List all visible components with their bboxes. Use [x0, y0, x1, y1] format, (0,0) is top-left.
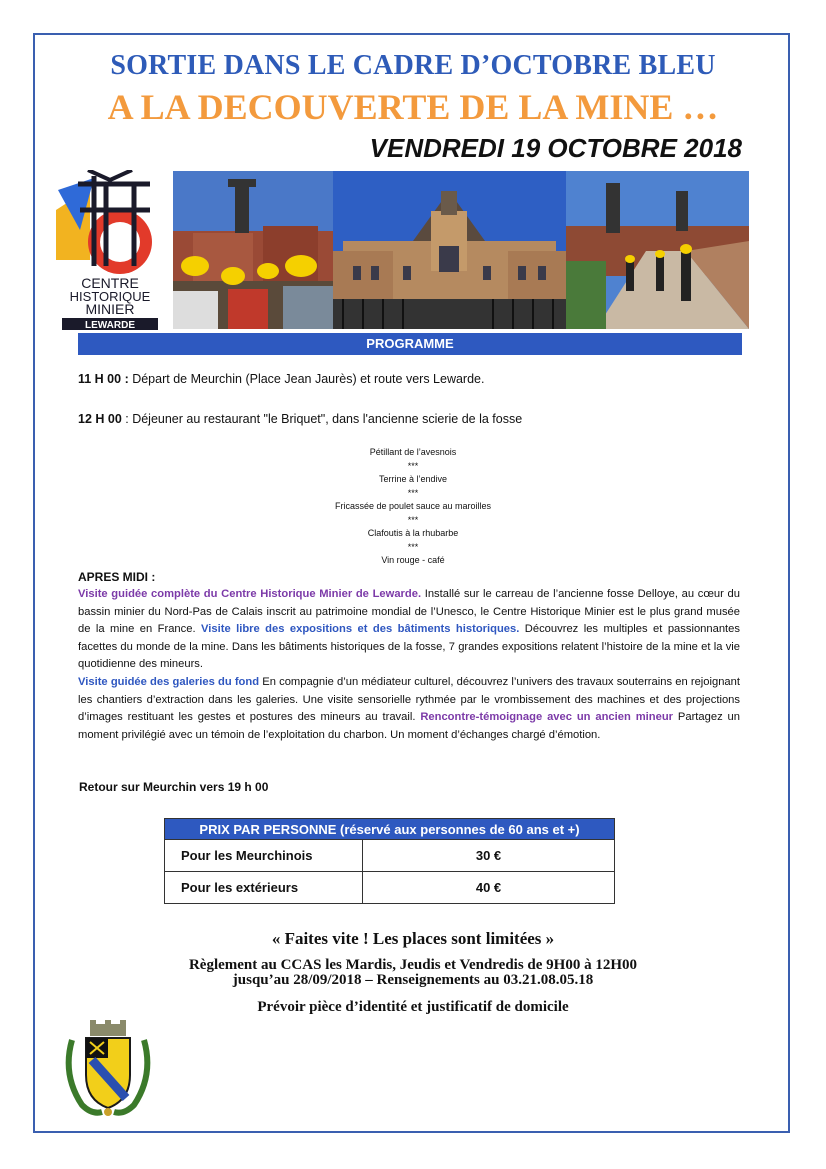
- visit-expositions-highlight: Visite libre des expositions et des bâtiments historiques.: [201, 623, 520, 635]
- return-time: Retour sur Meurchin vers 19 h 00: [79, 780, 269, 794]
- price-value: 40 €: [363, 872, 615, 904]
- title-line-1: SORTIE DANS LE CADRE D’OCTOBRE BLEU: [110, 50, 716, 81]
- menu-course: Terrine à l’endive: [378, 474, 448, 484]
- price-table: [164, 818, 615, 904]
- table-row: [165, 872, 615, 904]
- afternoon-paragraph-2: [78, 674, 740, 744]
- price-label: Pour les extérieurs: [165, 872, 363, 904]
- programme-item-1: [78, 372, 484, 386]
- price-table-header: PRIX PAR PERSONNE (réservé aux personnes de 60 ans et +): [165, 819, 615, 840]
- lunch-menu: [0, 446, 826, 568]
- logo-text-centre: CENTRE: [81, 275, 139, 291]
- chm-logo: [50, 170, 170, 330]
- payment-info-line-1: Règlement au CCAS les Mardis, Jeudis et Vendredis de 9H00 à 12H00: [188, 957, 638, 973]
- visit-galleries-lead: Visite guidée des galeries du fond: [78, 676, 260, 688]
- afternoon-paragraph-1: [78, 586, 740, 674]
- urgency-notice: « Faites vite ! Les places sont limitées »: [271, 929, 555, 948]
- logo-text-historique: HISTORIQUE: [69, 289, 151, 304]
- documents-required: Prévoir pièce d’identité et justificatif de domicile: [257, 999, 569, 1015]
- price-table-header-row: [165, 819, 615, 840]
- logo-text-lewarde: LEWARDE: [85, 320, 135, 330]
- menu-separator: ***: [407, 541, 419, 552]
- visit-galleries-text: En compagnie d’un médiateur culturel, découvrez l’univers des travaux souterrains en rejoignant les chantiers d’extraction dans les galeries. Une visite sensorielle rythmée par le vrombissement des machines et des projections d’images restituant les gestes et postures des mineurs au travail.: [78, 676, 740, 723]
- town-crest: [62, 1020, 154, 1120]
- programme-item-1-time: 11 H 00 :: [78, 372, 129, 386]
- menu-course: Fricassée de poulet sauce au maroilles: [334, 501, 492, 511]
- visit-museum-lead: Visite guidée complète du Centre Historique Minier de Lewarde.: [78, 588, 422, 600]
- visit-museum-text: Installé sur le carreau de l’ancienne fosse Delloye, au cœur du bassin minier du Nord-Pas de Calais inscrit au patrimoine mondial de l’Unesco, le Centre Historique Minier est le plus grand musée de la mine en France.: [78, 588, 740, 635]
- testimony-text: Partagez un moment privilégié avec un témoin de l’exploitation du charbon. Un moment d’échanges chargé d’émotion.: [78, 711, 740, 741]
- logo-text-minier: MINIER: [85, 301, 135, 317]
- programme-item-1-text: Départ de Meurchin (Place Jean Jaurès) et route vers Lewarde.: [128, 372, 485, 386]
- photo-building: [333, 171, 566, 329]
- photo-walkway: [566, 171, 749, 329]
- table-row: [165, 840, 615, 872]
- testimony-highlight-2: avec un ancien mineur: [547, 711, 674, 723]
- price-value: 30 €: [363, 840, 615, 872]
- event-date: VENDREDI 19 OCTOBRE 2018: [369, 133, 742, 163]
- programme-item-2: [78, 412, 522, 426]
- programme-item-2-text: : Déjeuner au restaurant "le Briquet", dans l'ancienne scierie de la fosse: [121, 412, 523, 426]
- menu-course: Clafoutis à la rhubarbe: [367, 528, 459, 538]
- menu-course: Pétillant de l’avesnois: [369, 447, 457, 457]
- programme-item-2-time: 12 H 00: [78, 412, 122, 426]
- payment-info-line-2: jusqu’au 28/09/2018 – Renseignements au 03.21.08.05.18: [232, 972, 594, 988]
- menu-separator: ***: [407, 487, 419, 498]
- photo-visitors-helmets: [173, 171, 333, 329]
- title-line-2: A LA DECOUVERTE DE LA MINE …: [107, 87, 719, 127]
- menu-course: Vin rouge - café: [381, 555, 445, 565]
- programme-heading: PROGRAMME: [78, 333, 742, 355]
- menu-separator: ***: [407, 514, 419, 525]
- visit-museum-text-2: Découvrez les multiples et passionnantes facettes du monde de la mine. Dans les bâtiments historiques de la fosse, 7 grandes expositions relatent l’histoire de la mine et la vie quotidienne des mineurs.: [78, 623, 740, 670]
- menu-separator: ***: [407, 460, 419, 471]
- price-label: Pour les Meurchinois: [165, 840, 363, 872]
- testimony-highlight-1: Rencontre-témoignage: [420, 711, 543, 723]
- afternoon-heading: APRES MIDI :: [78, 570, 156, 584]
